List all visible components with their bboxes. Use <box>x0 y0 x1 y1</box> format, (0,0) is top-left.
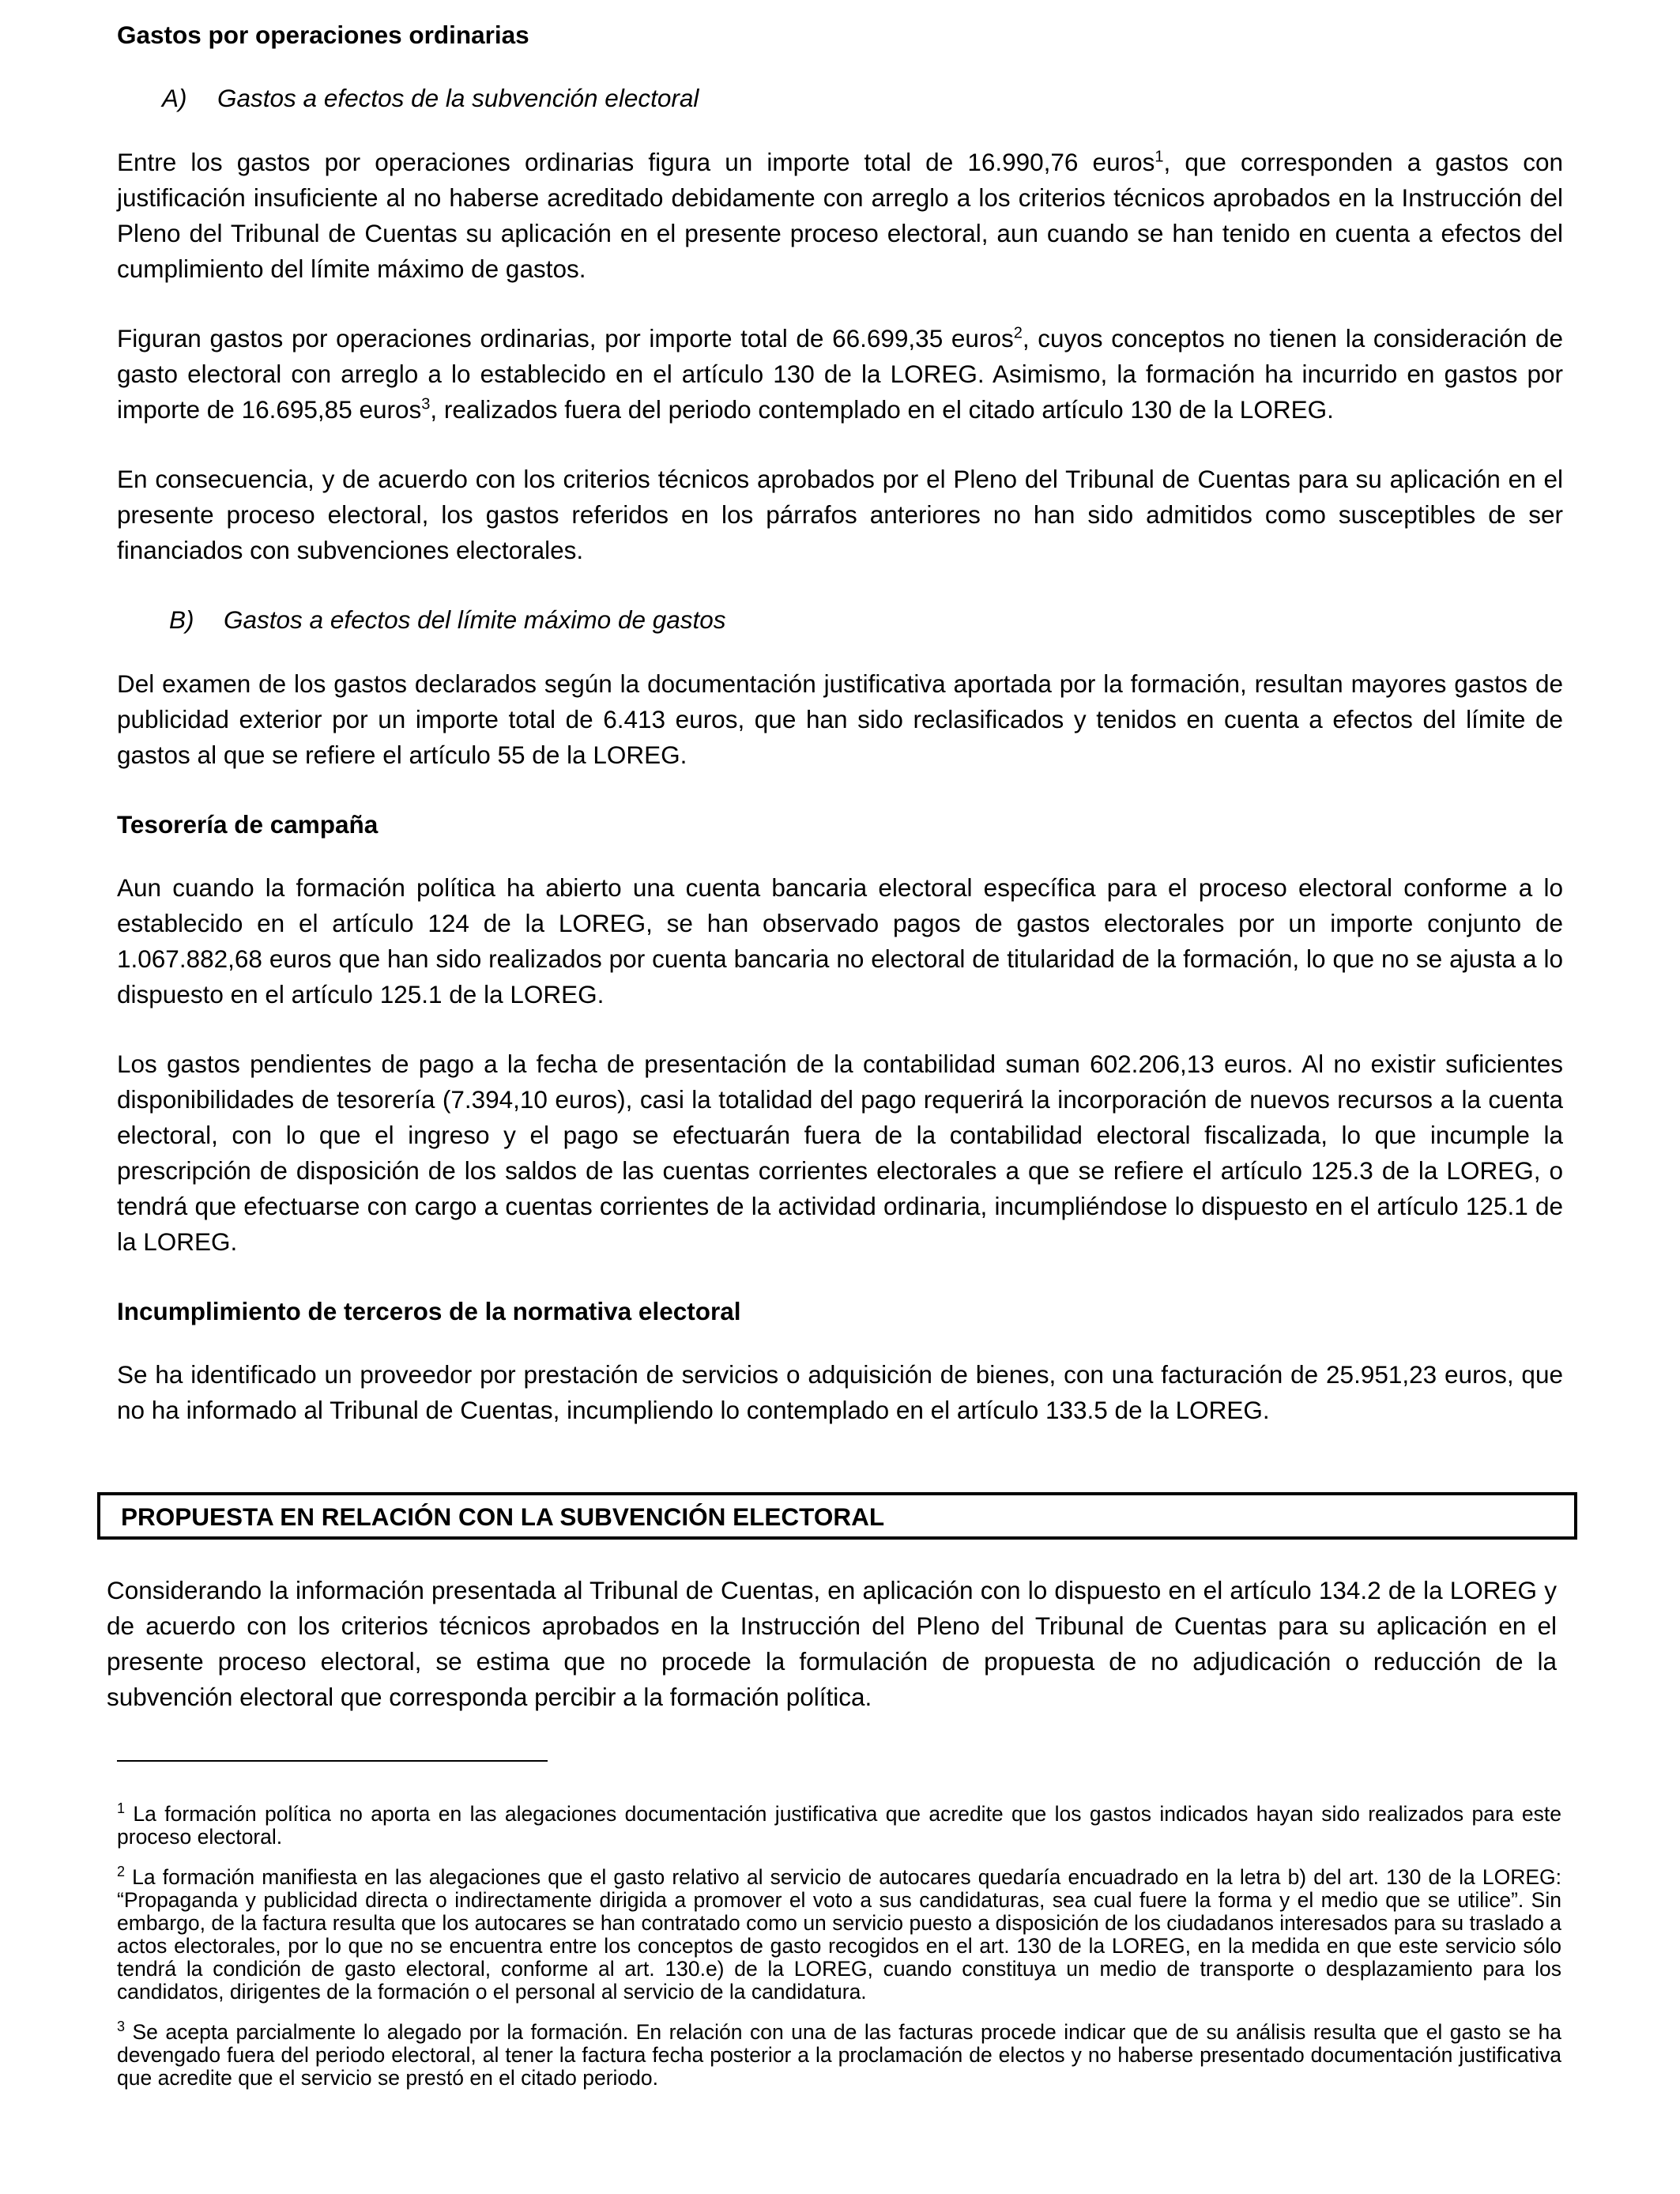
paragraph-proveedor: Se ha identificado un proveedor por prestación de servicios o adquisición de bienes, con una facturación de 25.951,23 euros, que no ha informado al Tribunal de Cuentas, incumpliendo lo contemplado en el artículo 133.5 de la LOREG. <box>117 1360 1563 1424</box>
footnote-number: 3 <box>117 2019 126 2035</box>
footnote-text: La formación política no aporta en las alegaciones documentación justificativa que acredite que los gastos indicados hayan sido realizados para este proceso electoral. <box>117 1802 1561 1849</box>
main-content <box>117 17 1563 1462</box>
paragraph-text: , que corresponden a gastos con justificación insuficiente al no haberse acreditado debidamente con arreglo a los criterios técnicos aprobados en la Instrucción del Pleno del Tribunal de Cuentas su aplicación en el presente proceso electoral, aun cuando se han tenido en cuenta a efectos del cumplimiento del límite máximo de gastos. <box>117 148 1563 283</box>
footnote-separator <box>117 1760 548 1762</box>
paragraph-gastos-pendientes: Los gastos pendientes de pago a la fecha de presentación de la contabilidad suman 602.206,13 euros. Al no existir suficientes disponibilidades de tesorería (7.394,10 euros), casi la totalidad del pago requerirá la incorporación de nuevos recursos a la cuenta electoral, con lo que el ingreso y el pago se efectuarán fuera de la contabilidad electoral fiscalizada, lo que incumple la prescripción de disposición de los saldos de las cuentas corrientes electorales a que se refiere el artículo 125.3 de la LOREG, o tendrá que efectuarse con cargo a cuentas corrientes de la actividad ordinaria, incumpliéndose lo dispuesto en el artículo 125.1 de la LOREG. <box>117 1050 1563 1256</box>
subsection-heading-a <box>117 81 1563 116</box>
footnote-reference: 1 <box>1155 148 1164 166</box>
paragraph-text: Entre los gastos por operaciones ordinarias figura un importe total de 16.990,76 euros <box>117 148 1155 176</box>
subsection-heading-b <box>117 602 1563 638</box>
footnote-reference: 3 <box>421 395 431 413</box>
footnote-text: La formación manifiesta en las alegaciones que el gasto relativo al servicio de autocares quedaría encuadrado en la letra b) del art. 130 de la LOREG: “Propaganda y publicidad directa o indirectamente dirigida a promover el voto a sus candidaturas, sea cual fuere la forma y el medio que se utilice”. Sin embargo, de la factura resulta que los autocares se han contratado como un servicio puesto a disposición de los ciudadanos interesados para su traslado a actos electorales, por lo que no se encuentra entre los conceptos de gasto recogidos en el art. 130 de la LOREG, en la medida en que este servicio sólo tendrá la condición de gasto electoral, conforme al art. 130.e) de la LOREG, cuando constituya un medio de transporte o desplazamiento para los candidatos, dirigentes de la formación o el personal al servicio de la candidatura. <box>117 1865 1561 2004</box>
subsection-title: Gastos a efectos de la subvención electoral <box>217 84 699 112</box>
section-heading-incumplimiento: Incumplimiento de terceros de la normativa electoral <box>117 1297 741 1325</box>
subsection-title: Gastos a efectos del límite máximo de gastos <box>224 605 726 634</box>
paragraph-text: Figuran gastos por operaciones ordinarias, por importe total de 66.699,35 euros <box>117 324 1014 352</box>
subsection-letter: B) <box>169 605 194 634</box>
section-heading-tesoreria: Tesorería de campaña <box>117 810 379 839</box>
footnote-1 <box>117 1800 1561 1849</box>
footnote-reference: 2 <box>1013 324 1023 342</box>
paragraph-limite-gastos: Del examen de los gastos declarados según la documentación justificativa aportada por la formación, resultan mayores gastos de publicidad exterior por un importe total de 6.413 euros, que han sido reclasificados y tenidos en cuenta a efectos del límite de gastos al que se refiere el artículo 55 de la LOREG. <box>117 669 1563 769</box>
paragraph-cuenta-bancaria: Aun cuando la formación política ha abierto una cuenta bancaria electoral específica para el proceso electoral conforme a lo establecido en el artículo 124 de la LOREG, se han observado pagos de gastos electorales por un importe conjunto de 1.067.882,68 euros que han sido realizados por cuenta bancaria no electoral de titularidad de la formación, lo que no se ajusta a lo dispuesto en el artículo 125.1 de la LOREG. <box>117 873 1563 1008</box>
proposal-paragraph: Considerando la información presentada al Tribunal de Cuentas, en aplicación con lo dispuesto en el artículo 134.2 de la LOREG y de acuerdo con los criterios técnicos aprobados en la Instrucción del Pleno del Tribunal de Cuentas para su aplicación en el presente proceso electoral, se estima que no procede la formulación de propuesta de no adjudicación o reducción de la subvención electoral que corresponda percibir a la formación política. <box>107 1576 1557 1711</box>
footnote-3 <box>117 2021 1561 2090</box>
footnote-number: 2 <box>117 1864 126 1880</box>
paragraph-gastos-no-electorales <box>117 321 1563 428</box>
footnote-text: Se acepta parcialmente lo alegado por la formación. En relación con una de las facturas procede indicar que de su análisis resulta que el gasto se ha devengado fuera del periodo electoral, al tener la factura fecha posterior a la proclamación de electos y no haberse presentado documentación justificativa que acredite que el servicio se prestó en el citado periodo. <box>117 2020 1561 2090</box>
footnote-number: 1 <box>117 1800 126 1817</box>
subsection-letter: A) <box>162 84 187 112</box>
paragraph-text: , cuyos conceptos no tienen la consideración de gasto electoral con arreglo a lo establecido en el artículo 130 de la LOREG. Asimismo, la formación ha incurrido en gastos por importe de 16.695,85 euros <box>117 324 1564 424</box>
footnotes <box>117 1800 1561 2107</box>
paragraph-text: , realizados fuera del periodo contemplado en el citado artículo 130 de la LOREG. <box>430 395 1334 424</box>
paragraph-gastos-justificacion <box>117 145 1563 287</box>
footnote-2 <box>117 1866 1561 2004</box>
paragraph-consecuencia: En consecuencia, y de acuerdo con los criterios técnicos aprobados por el Pleno del Tribunal de Cuentas para su aplicación en el presente proceso electoral, los gastos referidos en los párrafos anteriores no han sido admitidos como susceptibles de ser financiados con subvenciones electorales. <box>117 465 1563 564</box>
proposal-heading-box <box>97 1492 1577 1540</box>
section-heading-gastos: Gastos por operaciones ordinarias <box>117 21 529 49</box>
proposal-heading: PROPUESTA EN RELACIÓN CON LA SUBVENCIÓN ELECTORAL <box>121 1502 885 1531</box>
